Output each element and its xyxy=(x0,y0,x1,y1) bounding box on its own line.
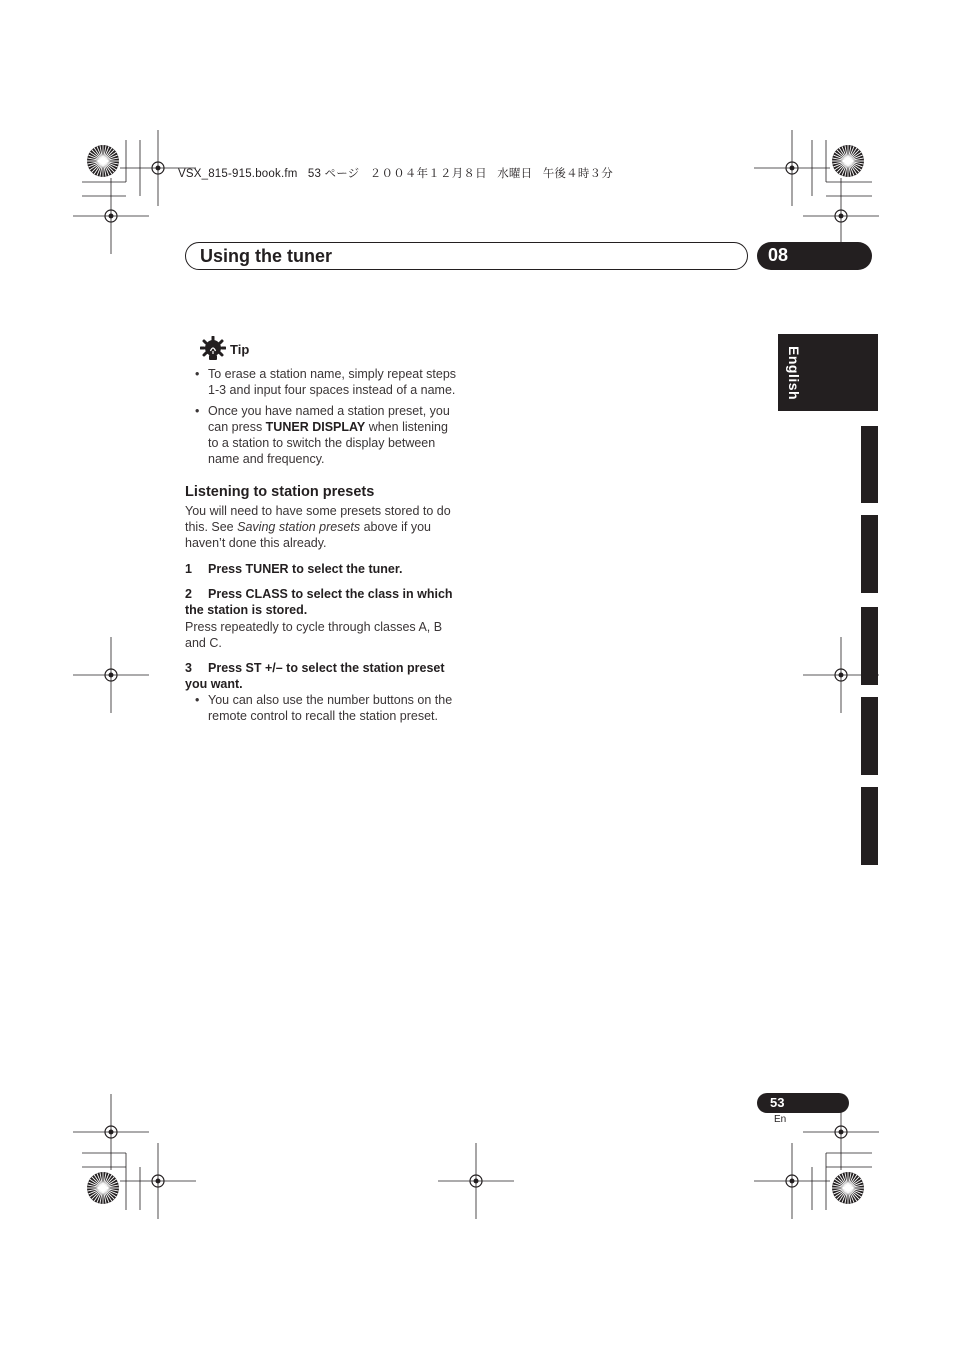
slug-weekday: 水曜日 xyxy=(497,168,533,180)
step-3-number: 3 xyxy=(185,661,192,675)
crosshair-top-right xyxy=(754,130,830,206)
page-number-badge xyxy=(757,1093,849,1113)
tip-bullet-1-text: To erase a station name, simply repeat steps 1-3 and input four spaces instead of a name. xyxy=(208,367,457,397)
crosshair-bottom-left-upper xyxy=(73,1094,149,1170)
step-3 xyxy=(185,660,460,692)
tip-bullet-2-bold: TUNER DISPLAY xyxy=(265,420,366,434)
step-1 xyxy=(185,561,460,577)
section-intro xyxy=(185,503,460,551)
slug-time: 午後４時３分 xyxy=(542,168,613,180)
lightbulb-icon xyxy=(200,336,226,362)
print-slug xyxy=(178,165,620,181)
starburst-mark-bottom-right xyxy=(832,1172,864,1204)
crosshair-bottom-center xyxy=(438,1143,514,1219)
step-2-detail: Press repeatedly to cycle through classes A, B and C. xyxy=(185,620,443,650)
language-tab-label: English xyxy=(786,346,802,401)
step-3-text: Press ST +/– to select the station preset you want. xyxy=(185,661,445,691)
chapter-number: 08 xyxy=(768,245,789,265)
tip-bullet-1 xyxy=(185,366,460,398)
chapter-number-badge xyxy=(757,242,872,270)
side-tab-5 xyxy=(861,787,878,865)
starburst-mark-top-left xyxy=(87,145,119,177)
step-2-text: Press CLASS to select the class in which the station is stored. xyxy=(185,587,453,617)
side-tab-3 xyxy=(861,607,878,685)
section-intro-italic: Saving station presets xyxy=(237,520,361,534)
side-tab-2 xyxy=(861,515,878,593)
side-tab-1 xyxy=(861,426,878,503)
step-2 xyxy=(185,586,460,618)
slug-date: ２００４年１２月８日 xyxy=(369,168,487,180)
section-intro-pre: You will need to have some presets stored to do this. See xyxy=(185,504,451,534)
crosshair-bottom-right xyxy=(754,1143,830,1219)
crosshair-middle-left xyxy=(73,637,149,713)
tip-header xyxy=(185,336,460,362)
main-content xyxy=(185,336,460,724)
section-heading: Listening to station presets xyxy=(185,484,375,500)
slug-file: VSX_815-915.book.fm xyxy=(178,168,298,180)
chapter-title: Using the tuner xyxy=(200,246,333,266)
step-3-bullet: • You can also use the number buttons on the remote control to recall the station preset. xyxy=(185,692,460,724)
step-1-number: 1 xyxy=(185,562,192,576)
crosshair-bottom-left xyxy=(120,1143,196,1219)
crosshair-top-left-lower xyxy=(73,178,149,254)
tip-bullet-2 xyxy=(185,403,460,467)
starburst-mark-top-right xyxy=(832,145,864,177)
step-1-text: Press TUNER to select the tuner. xyxy=(208,562,403,576)
side-tab-4 xyxy=(861,697,878,775)
tip-label: Tip xyxy=(230,342,250,357)
section-intro-post: above if you haven’t done this already. xyxy=(185,520,432,550)
starburst-mark-bottom-left xyxy=(87,1172,119,1204)
page-language-code: En xyxy=(774,1114,787,1125)
page-number: 53 xyxy=(770,1095,785,1110)
tip-bullet-2-post: when listening to a station to switch the display between name and frequency. xyxy=(208,420,448,466)
step-2-number: 2 xyxy=(185,587,192,601)
language-tab xyxy=(778,334,878,411)
chapter-header xyxy=(185,242,748,270)
slug-page: 53 ページ xyxy=(307,168,360,180)
tip-bullet-2-pre: Once you have named a station preset, you can press xyxy=(208,404,450,434)
